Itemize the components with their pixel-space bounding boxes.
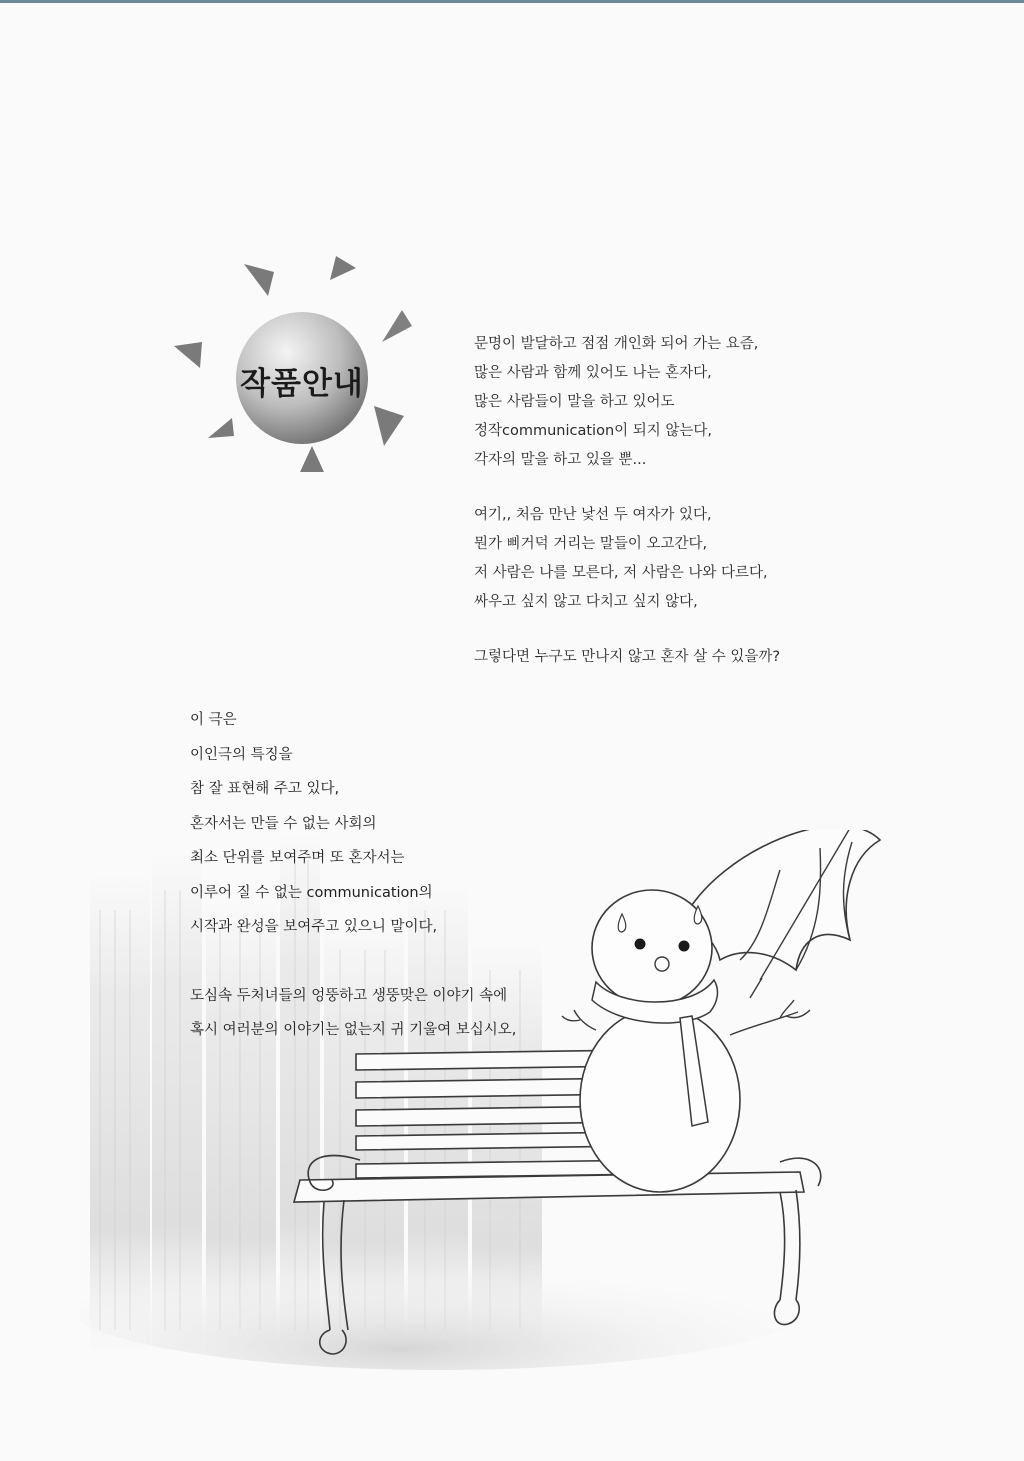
page-title: 작품안내 [240, 366, 364, 402]
text-line: 최소 단위를 보여주며 또 혼자서는 [190, 850, 405, 866]
text-line: 혼자서는 만들 수 없는 사회의 [190, 815, 377, 832]
intro-text [474, 330, 894, 672]
text-line: 많은 사람과 함께 있어도 나는 혼자다, [474, 365, 712, 381]
text-line: 정작communication이 되지 않는다, [474, 423, 713, 439]
sun-emblem [170, 250, 430, 490]
text-line: 혹시 여러분의 이야기는 없는지 귀 기울여 보십시오, [190, 1022, 517, 1038]
text-line: 여기,, 처음 만난 낯선 두 여자가 있다, [474, 507, 712, 523]
text-line: 각자의 말을 하고 있을 뿐... [474, 452, 647, 468]
text-line: 저 사람은 나를 모른다, 저 사람은 나와 다르다, [474, 565, 768, 581]
text-line: 문명이 발달하고 점점 개인화 되어 가는 요즘, [474, 336, 759, 352]
text-line: 시작과 완성을 보여주고 있으니 말이다, [190, 919, 438, 935]
intro-question: 그렇다면 누구도 만나지 않고 혼자 살 수 있을까? [474, 649, 781, 665]
page-top-border [0, 0, 1024, 3]
intro-paragraph-1 [474, 330, 894, 475]
text-line: 참 잘 표현해 주고 있다, [190, 781, 340, 797]
text-line: 뭔가 삐거덕 거리는 말들이 오고간다, [474, 536, 708, 552]
text-line: 이 극은 [190, 712, 237, 728]
text-line: 이인극의 특징을 [190, 746, 293, 763]
text-line: 도심속 두처녀들의 엉뚱하고 생뚱맞은 이야기 속에 [190, 987, 508, 1004]
text-line: 이루어 질 수 없는 communication의 [190, 884, 433, 901]
intro-paragraph-2 [474, 501, 894, 617]
text-line: 싸우고 싶지 않고 다치고 싶지 않다, [474, 594, 698, 610]
text-line: 많은 사람들이 말을 하고 있어도 [474, 394, 675, 410]
description-text [190, 703, 650, 1048]
paragraph-gap [190, 945, 650, 979]
